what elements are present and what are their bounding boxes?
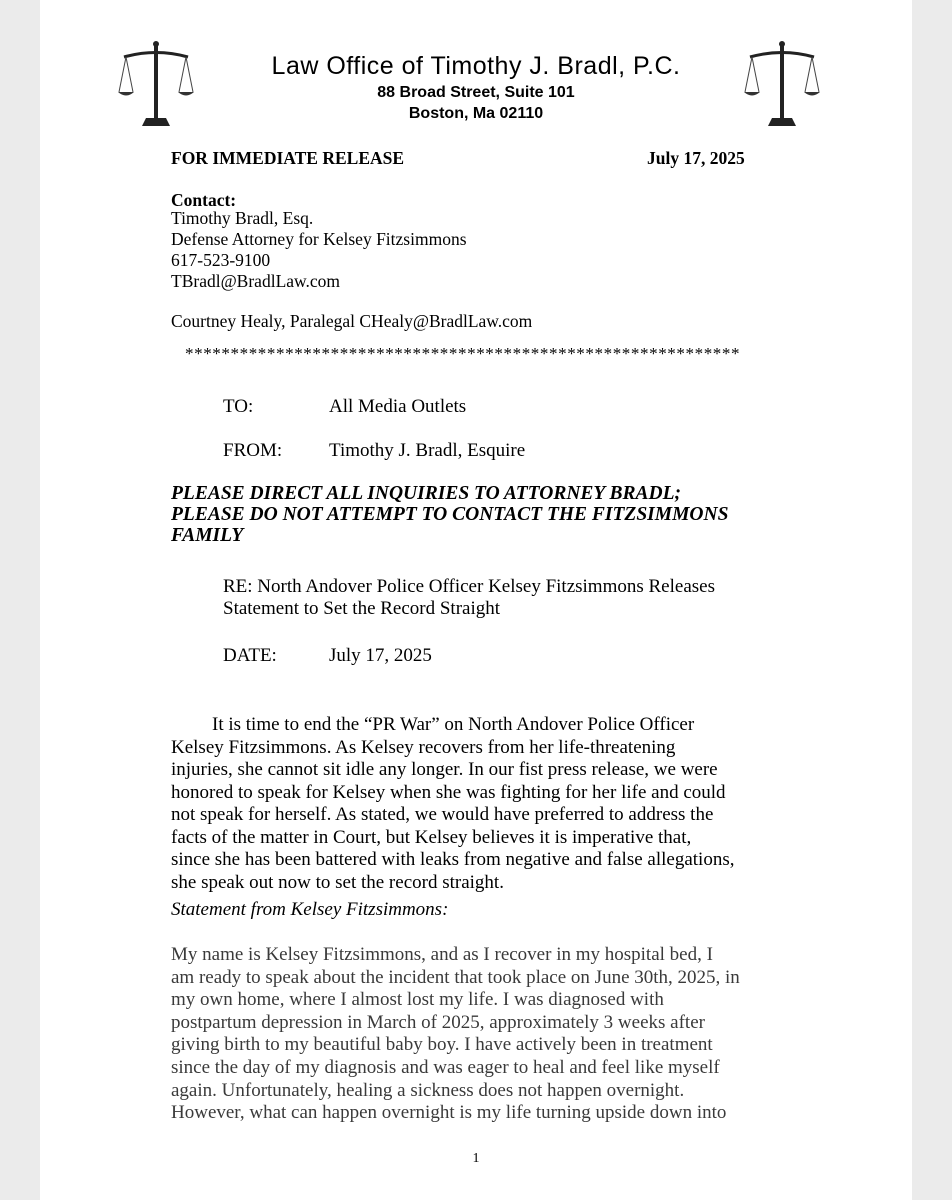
contact-title: Defense Attorney for Kelsey Fitzsimmons — [171, 229, 467, 249]
press-release-body — [171, 714, 791, 894]
statement-line: am ready to speak about the incident that took place on June 30th, 2025, in — [171, 966, 740, 988]
body-line: It is time to end the “PR War” on North Andover Police Officer — [212, 714, 695, 735]
paralegal-contact: Courtney Healy, Paralegal CHealy@BradlLaw.com — [171, 311, 533, 331]
statement-line: However, what can happen overnight is my life turning upside down into — [171, 1102, 727, 1124]
separator-line: ************************************************************* — [185, 344, 741, 363]
statement-line: My name is Kelsey Fitzsimmons, and as I recover in my hospital bed, I — [171, 944, 713, 965]
from-value: Timothy J. Bradl, Esquire — [329, 440, 526, 461]
statement-line: my own home, where I almost lost my life. I was diagnosed with — [171, 989, 664, 1011]
firm-address-line-1: 88 Broad Street, Suite 101 — [377, 84, 575, 101]
inquiry-notice-line: PLEASE DIRECT ALL INQUIRIES TO ATTORNEY BRADL; — [171, 483, 681, 504]
body-line: she speak out now to set the record straight. — [171, 871, 504, 893]
date-label: DATE: — [223, 645, 277, 666]
re-subject — [223, 576, 823, 620]
release-date: July 17, 2025 — [647, 148, 745, 168]
date-value: July 17, 2025 — [329, 645, 432, 666]
release-label: FOR IMMEDIATE RELEASE — [171, 148, 405, 168]
statement-line: since the day of my diagnosis and was eager to heal and feel like myself — [171, 1056, 720, 1078]
statement-line: again. Unfortunately, healing a sickness does not happen overnight. — [171, 1079, 685, 1101]
statement-line: giving birth to my beautiful baby boy. I have actively been in treatment — [171, 1034, 713, 1056]
re-subject-line: Statement to Set the Record Straight — [223, 598, 501, 619]
body-line: facts of the matter in Court, but Kelsey believes it is imperative that, — [171, 826, 692, 848]
inquiry-notice — [171, 483, 811, 546]
firm-name: Law Office of Timothy J. Bradl, P.C. — [271, 52, 681, 80]
to-value: All Media Outlets — [329, 396, 467, 417]
from-label: FROM: — [223, 440, 283, 461]
body-line: injuries, she cannot sit idle any longer. In our fist press release, we were — [171, 759, 718, 780]
contact-email: TBradl@BradlLaw.com — [171, 271, 341, 291]
re-subject-line: RE: North Andover Police Officer Kelsey Fitzsimmons Releases — [223, 576, 715, 597]
statement-line: postpartum depression in March of 2025, approximately 3 weeks after — [171, 1011, 705, 1033]
inquiry-notice-line: FAMILY — [171, 525, 244, 546]
statement-body — [171, 944, 821, 1125]
page-number: 1 — [472, 1151, 480, 1166]
to-label: TO: — [223, 396, 254, 417]
body-line: since she has been battered with leaks from negative and false allegations, — [171, 849, 735, 870]
inquiry-notice-line: PLEASE DO NOT ATTEMPT TO CONTACT THE FITZSIMMONS — [171, 504, 729, 525]
statement-heading: Statement from Kelsey Fitzsimmons: — [171, 899, 449, 920]
body-line: not speak for herself. As stated, we would have preferred to address the — [171, 804, 714, 825]
body-line: honored to speak for Kelsey when she was fighting for her life and could — [171, 781, 726, 803]
firm-address-line-2: Boston, Ma 02110 — [408, 105, 544, 122]
body-line: Kelsey Fitzsimmons. As Kelsey recovers from her life-threatening — [171, 736, 676, 758]
contact-name: Timothy Bradl, Esq. — [171, 208, 314, 228]
document-page — [40, 0, 912, 1200]
contact-phone: 617-523-9100 — [171, 250, 271, 270]
contact-heading: Contact: — [171, 190, 237, 210]
